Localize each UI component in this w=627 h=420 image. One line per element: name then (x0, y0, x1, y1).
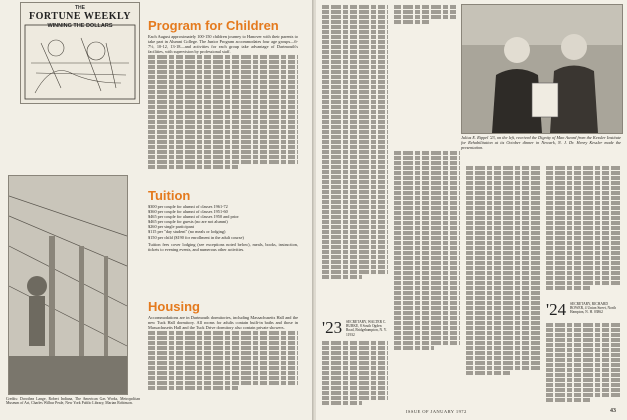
housing-intro: Accommodations are in Dartmouth dormitories, including Massachusetts Hall and the new Tuck Hall dormitory. All rooms for adults contain built-in baths and those in Massachusetts Hall and the Tuck Drive dormitory also contain private showers. (148, 315, 298, 331)
notes-column-4b (546, 322, 620, 403)
tuition-line: $465 per couple for alumni of classes 1950 and prior (148, 214, 239, 220)
secretary-23: SECRETARY, WALTER C. BURKE, 8 South Ogden Road, Bridgehampton, N. Y. 11932 (346, 320, 387, 337)
tuition-line: $465 per couple for guests (no are not alumni) (148, 219, 228, 225)
right-page (316, 0, 627, 420)
spinning-mill-photo (8, 175, 128, 395)
class-24-numeral: '24 (546, 300, 567, 319)
masthead-story: WINNING THE DOLLARS (47, 23, 113, 29)
photo-credits: Credits: Dorothea Lange, Robert Indiana, The American Gas Works, Metropolitan Museum of Art, Charles Wilbur Peale, New York Public Library, Marian Robinson. (6, 397, 140, 406)
issue-footer: ISSUE OF JANUARY 1972 (406, 409, 467, 414)
fortune-weekly-illustration (20, 2, 140, 104)
secretary-24: SECRETARY, RICHARD BOWER, 4 Union Street, North Hampton, N. H. 03862 (570, 302, 616, 315)
programs-intro: Each August approximately 100-150 children journey to Hanover with their parents to take part in Alumni College. The Junior Program accommodates four age groups—6-7½, 10-12, 13-18—and activities for each group take advantage of Dartmouth's facilities, with supervision by professional staff. (148, 34, 298, 55)
tuition-note: Tuition fees cover lodging (see exceptions noted below), meals, books, instruction, tickets to evening events, and numerous other activities. (148, 241, 298, 252)
programs-heading: Program for Children (148, 18, 279, 33)
class-23-numeral: '23 (322, 318, 343, 337)
tuition-line: $150 per child ($190 for enrollment in the adult course) (148, 234, 244, 240)
notes-column-3 (466, 165, 540, 376)
notes-column-2-top (394, 4, 456, 25)
tuition-list (148, 204, 298, 252)
notes-column-2 (394, 150, 460, 351)
notes-column-1b (322, 340, 388, 406)
photo-caption: Julius E. Rippel '23, on the left, received the Dignity of Man Award from the Kessler Institute for Rehabilitation at its October dinner in Newark, N. J. Dr. Henry Kessler made the presentation. (461, 135, 621, 151)
tuition-line: $300 per couple for alumni of classes 1961-72 (148, 204, 228, 209)
programs-column (148, 34, 298, 170)
masthead-title: FORTUNE WEEKLY (29, 11, 131, 22)
page-number: 43 (610, 408, 616, 414)
housing-heading: Housing (148, 299, 200, 314)
mill-machinery-icon (9, 176, 127, 394)
housing-column (148, 315, 298, 391)
tuition-line: $360 per couple for alumni of classes 1951-60 (148, 209, 228, 215)
masthead-article: THE (75, 5, 85, 11)
notes-column-1 (322, 4, 388, 280)
tuition-line: $115 per "day student" (no meals or lodging) (148, 229, 226, 235)
two-men-portrait-icon (462, 5, 622, 133)
award-photo (461, 4, 623, 134)
notes-column-4 (546, 165, 620, 291)
tuition-line: $260 per single participant (148, 224, 194, 230)
tuition-heading: Tuition (148, 188, 191, 203)
